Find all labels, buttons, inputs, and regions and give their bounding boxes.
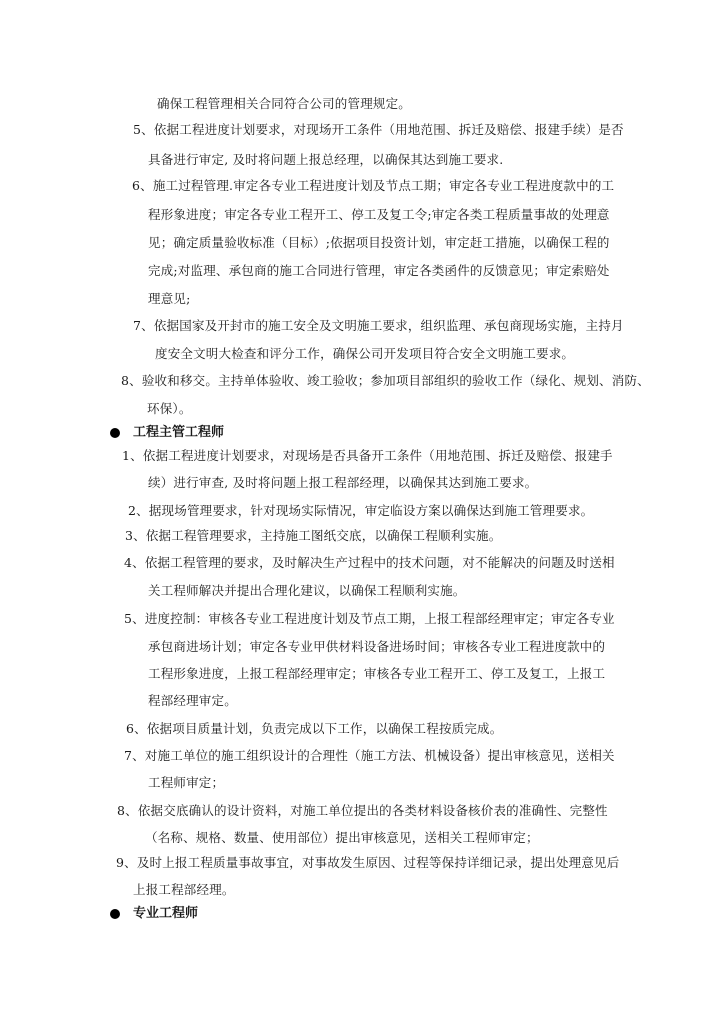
paragraph-line: （名称、规格、数量、使用部位）提出审核意见，送相关工程师审定； [145, 830, 539, 845]
paragraph-line: 完成;对监理、承包商的施工合同进行管理，审定各类函件的反馈意见；审定索赔处 [148, 263, 610, 278]
paragraph-line: 具备进行审定, 及时将问题上报总经理，以确保其达到施工要求. [148, 152, 504, 167]
paragraph-line: 9、及时上报工程质量事故事宜，对事故发生原因、过程等保持详细记录，提出处理意见后 [116, 855, 620, 870]
paragraph-line: 环保）。 [147, 401, 192, 416]
paragraph-line: 工程师审定； [148, 775, 225, 790]
paragraph-line: 理意见; [148, 291, 191, 306]
paragraph-line: 度安全文明大检查和评分工作，确保公司开发项目符合安全文明施工要求。 [155, 346, 575, 361]
section-heading-specialist-engineer: 专业工程师 [133, 906, 199, 921]
paragraph-line: 7、对施工单位的施工组织设计的合理性（施工方法、机械设备）提出审核意见，送相关 [124, 748, 615, 763]
paragraph-line: 5、依据工程进度计划要求，对现场开工条件（用地范围、拆迁及赔偿、报建手续）是否 [133, 122, 624, 137]
paragraph-line: 3、依据工程管理要求，主持施工图纸交底，以确保工程顺利实施。 [125, 528, 502, 543]
paragraph-line: 1、依据工程进度计划要求，对现场是否具备开工条件（用地范围、拆迁及赔偿、报建手 [122, 448, 613, 463]
paragraph-line: 6、依据项目质量计划，负责完成以下工作，以确保工程按质完成。 [126, 721, 503, 736]
paragraph-line: 关工程师解决并提出合理化建议，以确保工程顺利实施。 [148, 583, 466, 598]
paragraph-line: 工程形象进度，上报工程部经理审定；审核各专业工程开工、停工及复工，上报工 [148, 666, 606, 681]
bullet-icon [110, 909, 120, 919]
paragraph-line: 5、进度控制：审核各专业工程进度计划及节点工期，上报工程部经理审定；审定各专业 [124, 611, 615, 626]
paragraph-line: 程部经理审定。 [148, 693, 237, 708]
paragraph-line: 程形象进度；审定各专业工程开工、停工及复工令;审定各类工程质量事故的处理意 [148, 207, 610, 222]
paragraph-line: 确保工程管理相关合同符合公司的管理规定。 [157, 96, 412, 111]
paragraph-line: 见；确定质量验收标准（目标）;依据项目投资计划，审定赶工措施，以确保工程的 [148, 235, 610, 250]
section-heading-chief-engineer: 工程主管工程师 [133, 425, 225, 440]
paragraph-line: 8、依据交底确认的设计资料，对施工单位提出的各类材料设备核价表的准确性、完整性 [117, 803, 608, 818]
paragraph-line: 承包商进场计划；审定各专业甲供材料设备进场时间；审核各专业工程进度款中的 [148, 639, 606, 654]
paragraph-line: 7、依据国家及开封市的施工安全及文明施工要求，组织监理、承包商现场实施，主持月 [133, 318, 624, 333]
paragraph-line: 4、依据工程管理的要求，及时解决生产过程中的技术问题，对不能解决的问题及时送相 [124, 555, 615, 570]
bullet-icon [110, 428, 120, 438]
paragraph-line: 6、施工过程管理.审定各专业工程进度计划及节点工期；审定各专业工程进度款中的工 [132, 178, 615, 193]
paragraph-line: 续）进行审查, 及时将问题上报工程部经理，以确保其达到施工要求。 [148, 475, 538, 490]
paragraph-line: 8、验收和移交。主持单体验收、竣工验收；参加项目部组织的验收工作（绿化、规划、消防、 [121, 373, 650, 388]
paragraph-line: 上报工程部经理。 [133, 882, 235, 897]
paragraph-line: 2、据现场管理要求，针对现场实际情况，审定临设方案以确保达到施工管理要求。 [128, 503, 594, 518]
